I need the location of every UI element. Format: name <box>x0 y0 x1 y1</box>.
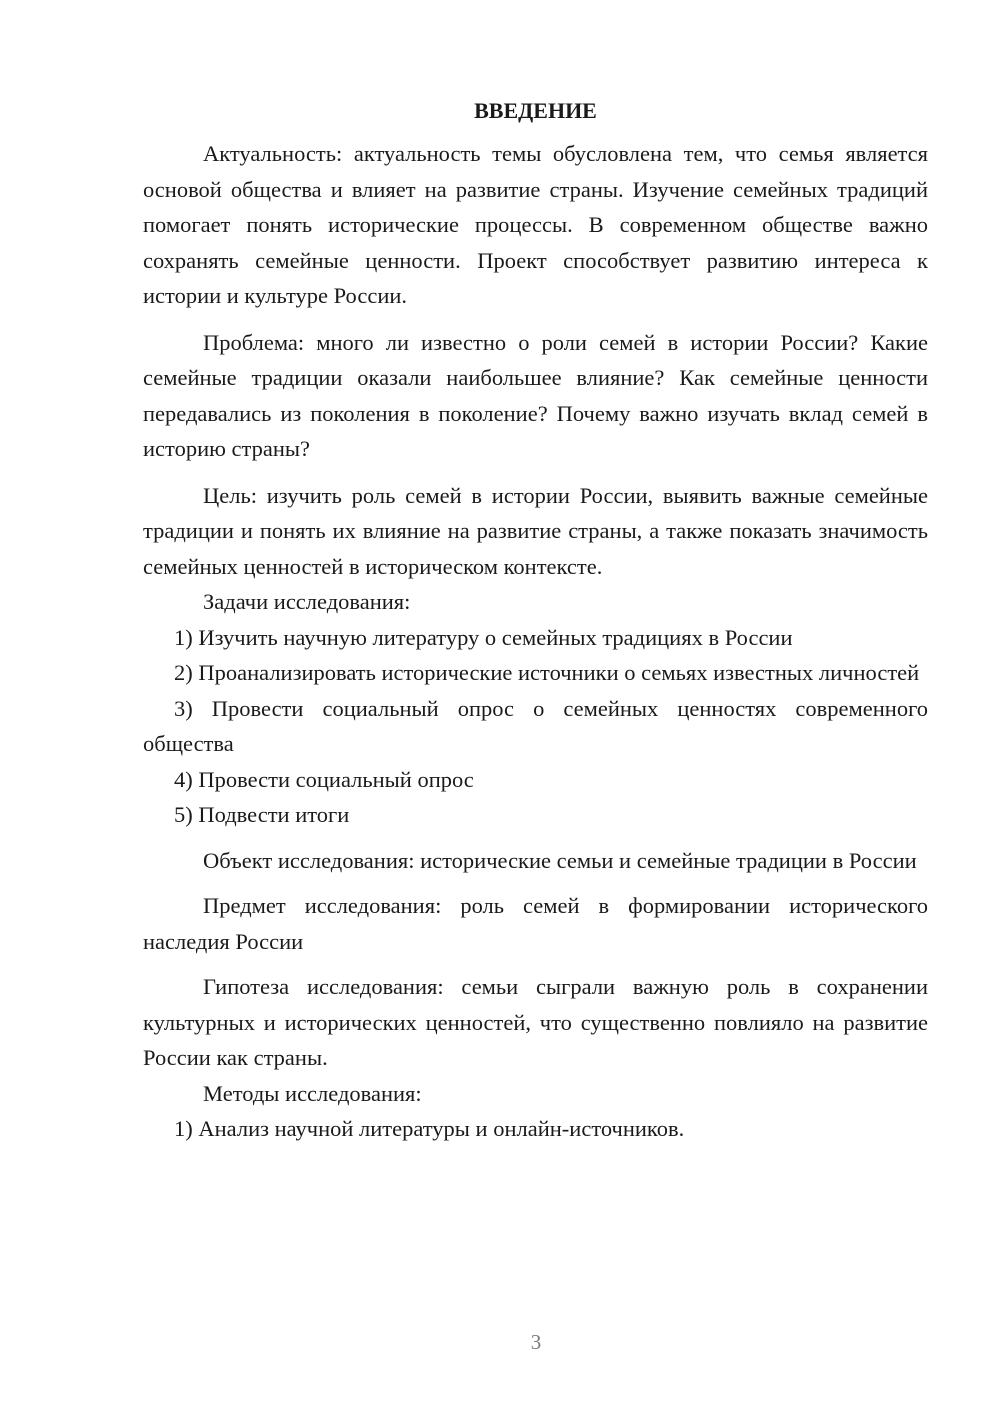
method-item-1: 1) Анализ научной литературы и онлайн-источников. <box>174 1116 685 1141</box>
methods-list <box>143 1111 928 1147</box>
page-number: 3 <box>530 1330 542 1354</box>
page-title: ВВЕДЕНИЕ <box>474 98 597 123</box>
task-item-4: 4) Провести социальный опрос <box>174 766 474 792</box>
relevance-paragraph: Актуальность: актуальность темы обусловлена тем, что семья является основой общества и влияет на развитие страны. Изучение семейных традиций помогает понять исторические процессы. В современном обществе важно сохранять семейные ценности. Проект способствует развитию интереса к истории и культуре России. <box>143 141 928 308</box>
task-item-3: 3) Провести социальный опрос о семейных ценностях современного общества <box>143 695 928 756</box>
subject-paragraph: Предмет исследования: роль семей в формировании исторического наследия России <box>143 893 928 954</box>
problem-paragraph: Проблема: много ли известно о роли семей в истории России? Какие семейные традиции оказали наибольшее влияние? Как семейные ценности передавались из поколения в поколение? Почему важно изучать вклад семей в историю страны? <box>143 329 928 461</box>
task-item-5: 5) Подвести итоги <box>174 802 350 827</box>
hypothesis-paragraph: Гипотеза исследования: семьи сыграли важную роль в сохранении культурных и исторических ценностей, что существенно повлияло на развитие России как страны. <box>143 974 928 1070</box>
document-body <box>143 96 928 1147</box>
tasks-heading: Задачи исследования: <box>203 589 411 614</box>
tasks-list <box>143 620 928 833</box>
task-item-2: 2) Проанализировать исторические источники о семьях известных личностей <box>174 660 920 685</box>
object-paragraph: Объект исследования: исторические семьи и семейные традиции в России <box>203 847 917 873</box>
task-item-1: 1) Изучить научную литературу о семейных традициях в России <box>174 624 793 650</box>
goal-paragraph: Цель: изучить роль семей в истории России, выявить важные семейные традиции и понять их влияние на развитие страны, а также показать значимость семейных ценностей в историческом контексте. <box>143 482 928 579</box>
methods-heading: Методы исследования: <box>203 1080 422 1106</box>
